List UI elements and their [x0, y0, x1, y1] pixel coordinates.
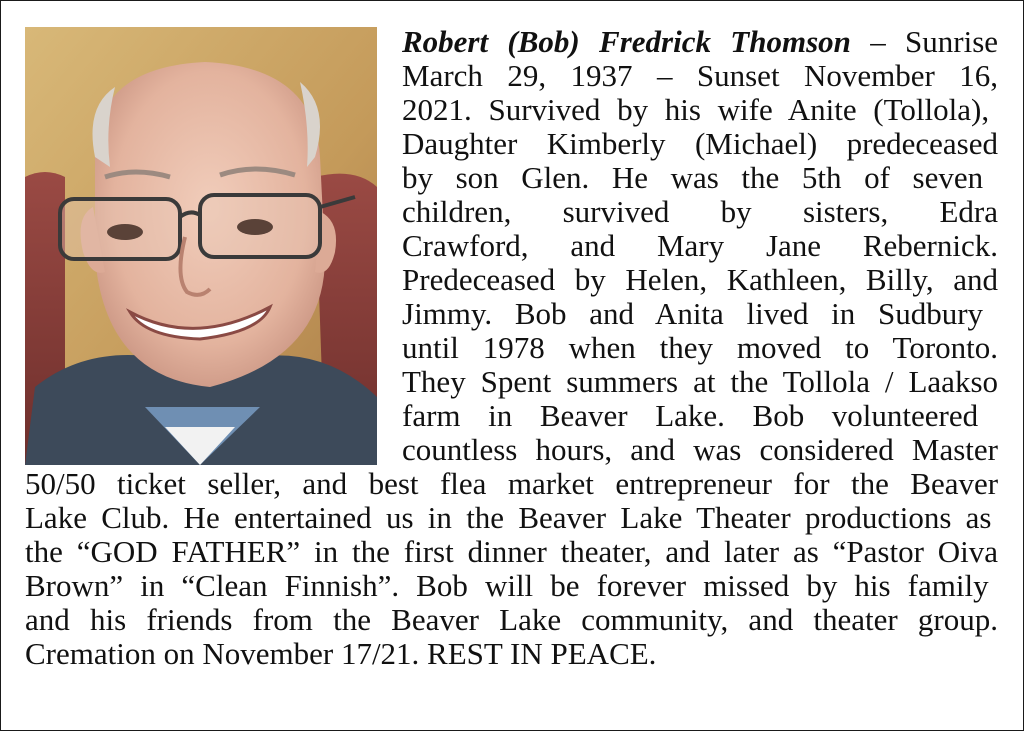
obituary-line-14: 50/50 ticket seller, and best flea market entrepreneur for the Beaver	[25, 466, 999, 501]
obituary-line-10: until 1978 when they moved to Toronto.	[402, 330, 999, 365]
obituary-line-1: Robert (Bob) Fredrick Thomson – Sunrise	[402, 24, 999, 59]
obituary-line-3: 2021. Survived by his wife Anite (Tollola),	[402, 92, 990, 127]
obituary-line-17: Brown” in “Clean Finnish”. Bob will be forever missed by his family	[25, 568, 989, 603]
obituary-line-5: by son Glen. He was the 5th of seven	[402, 160, 984, 195]
obituary-line-9: Jimmy. Bob and Anita lived in Sudbury	[402, 296, 984, 331]
obituary-line-19: Cremation on November 17/21. REST IN PEACE.	[25, 636, 657, 671]
obituary-line-8: Predeceased by Helen, Kathleen, Billy, and	[402, 262, 999, 297]
obituary-line-2: March 29, 1937 – Sunset November 16,	[402, 58, 999, 93]
obituary-line-6: children, survived by sisters, Edra	[402, 194, 999, 229]
obituary-line-12: farm in Beaver Lake. Bob volunteered	[402, 398, 979, 433]
obituary-line-11: They Spent summers at the Tollola / Laakso	[402, 364, 999, 399]
obituary-line-15: Lake Club. He entertained us in the Beaver Lake Theater productions as	[25, 500, 992, 535]
deceased-name: Robert (Bob) Fredrick Thomson	[402, 24, 851, 59]
obituary-line-13: countless hours, and was considered Master	[402, 432, 998, 467]
obituary-line-18: and his friends from the Beaver Lake community, and theater group.	[25, 602, 998, 637]
obituary-line-4: Daughter Kimberly (Michael) predeceased	[402, 126, 999, 161]
obituary-line-16: the “GOD FATHER” in the first dinner theater, and later as “Pastor Oiva	[25, 534, 999, 569]
obituary-line-7: Crawford, and Mary Jane Rebernick.	[402, 228, 998, 263]
